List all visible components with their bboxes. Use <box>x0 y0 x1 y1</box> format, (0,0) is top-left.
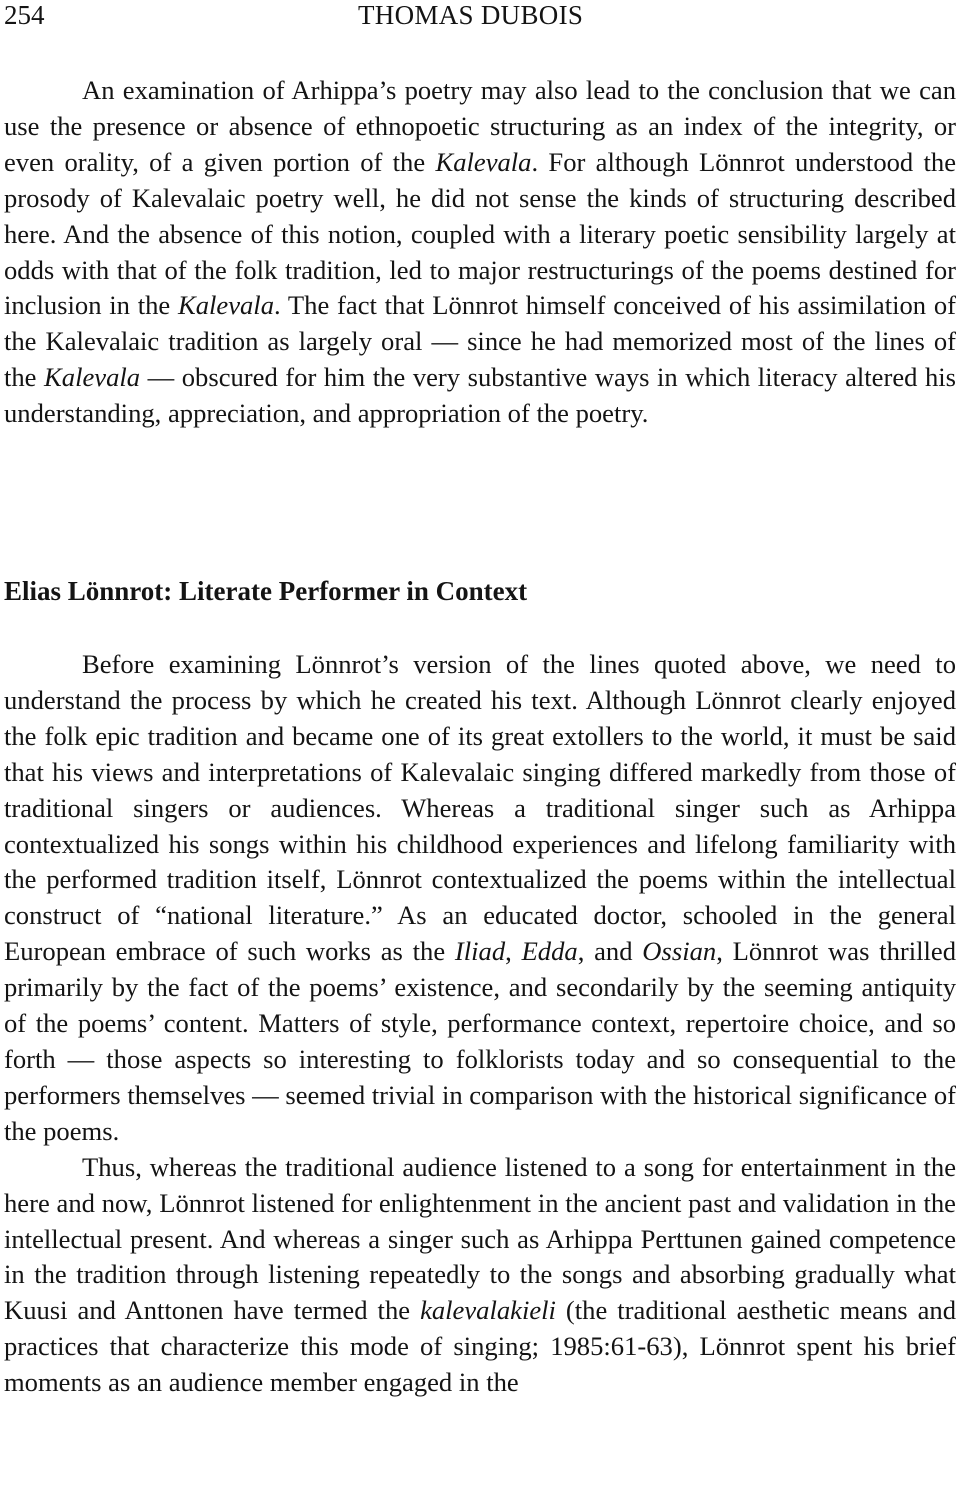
intro-text <box>4 73 956 432</box>
italic-title: Edda <box>521 936 578 967</box>
italic-title: Kalevala <box>435 146 532 177</box>
italic-title: Ossian <box>642 936 717 967</box>
italic-title: Kalevala <box>44 362 141 393</box>
running-head: THOMAS DUBOIS <box>358 0 584 30</box>
paragraph <box>4 647 956 1150</box>
paragraph <box>4 73 956 432</box>
text-run: , Lönnrot was thrilled primarily by the fact of the poems’ existence, and secondarily by the seeming antiquity of the poems’ content. Matters of style, performance context, repertoire choice, and so forth — those aspects so interesting to folklorists today and so consequential to the performers themselves — seemed trivial in comparison with the historical significance of the poems. <box>4 936 956 1146</box>
italic-title: Iliad <box>454 936 506 967</box>
text-run: , and <box>577 936 643 967</box>
text-run: — obscured for him the very substantive ways in which literacy altered his understanding, appreciation, and appropriation of the poetry. <box>4 362 956 429</box>
page-header <box>4 0 960 34</box>
text-run: Thus, whereas the traditional audience listened to a song for entertainment in the here and now, Lönnrot listened for enlightenment in the ancient past and validation in the intellectual present. And whereas a singer such as Arhippa Perttunen gained competence in the tradition through listening repeatedly to the songs and absorbing gradually what Kuusi and Anttonen have termed the <box>4 1151 956 1326</box>
section-heading: Elias Lönnrot: Literate Performer in Context <box>4 576 528 606</box>
text-run: . The fact that Lönnrot himself conceived of his assimilation of the Kalevalaic tradition as largely oral — since he had memorized most of the lines of the <box>4 290 956 393</box>
text-run: Before examining Lönnrot’s version of the lines quoted above, we need to understand the process by which he created his text. Although Lönnrot clearly enjoyed the folk epic tradition and became one of its great extollers to the world, it must be said that his views and interpretations of Kalevalaic singing differed markedly from those of traditional singers or audiences. Whereas a traditional singer such as Arhippa contextualized his songs within his childhood experiences and lifelong familiarity with the performed tradition itself, Lönnrot contextualized the poems within the intellectual construct of “national literature.” As an educated doctor, schooled in the general European embrace of such works as the <box>4 649 956 967</box>
page-number: 254 <box>4 0 45 30</box>
text-run: , <box>505 936 522 967</box>
italic-title: Kalevala <box>177 290 274 321</box>
section-text <box>4 647 956 1401</box>
text-run: . For although Lönnrot understood the prosody of Kalevalaic poetry well, he did not sense the kinds of structuring described here. And the absence of this notion, coupled with a literary poetic sensibility largely at odds with that of the folk tradition, led to major restructurings of the poems destined for inclusion in the <box>4 146 956 321</box>
text-run: An examination of Arhippa’s poetry may also lead to the conclusion that we can use the presence or absence of ethnopoetic structuring as an index of the integrity, or even orality, of a given portion of the <box>4 75 956 177</box>
paragraph <box>4 1150 956 1401</box>
text-run: (the traditional aesthetic means and practices that characterize this mode of singing; 1985:61-63), Lönnrot spent his brief moments as an audience member engaged in the <box>4 1295 957 1398</box>
italic-title: kalevalakieli <box>420 1295 556 1326</box>
